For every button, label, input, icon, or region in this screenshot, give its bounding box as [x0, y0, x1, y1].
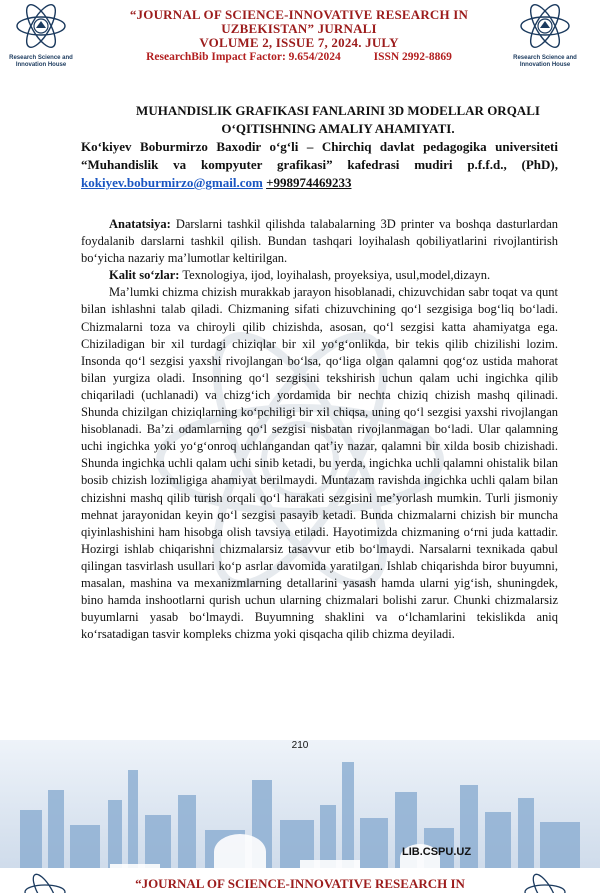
author-phone: +998974469233 — [266, 175, 352, 190]
keywords-label: Kalit so‘zlar: — [109, 268, 180, 283]
atom-emblem-icon — [20, 872, 70, 893]
abstract-text: Darslarni tashkil qilishda talabalarning 3D printer va boshqa dasturlardan foydalanib darslarni tashkil qilish. Bundan tashqari loyihalash qobiliyatlarini rivojlantirish bo‘yicha nazariy ma’lumotlar keltirilgan. — [81, 217, 558, 266]
author-email-link[interactable]: kokiyev.boburmirzo@gmail.com — [81, 175, 263, 190]
atom-emblem-icon — [12, 2, 70, 54]
next-page-journal-name: “JOURNAL OF SCIENCE-INNOVATIVE RESEARCH IN — [135, 876, 465, 891]
abstract-paragraph — [81, 216, 558, 267]
journal-name-line1: “JOURNAL OF SCIENCE-INNOVATIVE RESEARCH IN — [129, 7, 469, 22]
author-info — [81, 138, 558, 192]
keywords-paragraph — [81, 267, 558, 284]
site-label: LIB.CSPU.UZ — [402, 846, 472, 858]
journal-logo-right: Research Science and Innovation House — [512, 2, 578, 74]
issn: ISSN 2992-8869 — [373, 51, 452, 63]
article-title: MUHANDISLIK GRAFIKASI FANLARINI 3D MODELLAR ORQALI O‘QITISHNING AMALIY AHAMIYATI. — [136, 103, 540, 136]
journal-logo-left: Research Science and Innovation House — [8, 2, 74, 74]
journal-meta — [90, 50, 508, 64]
keywords-text: Texnologiya, ijod, loyihalash, proyeksiya, usul,model,dizayn. — [182, 268, 491, 283]
author-affiliation: Ko‘kiyev Boburmirzo Baxodir o‘g‘li – Chirchiq davlat pedagogika universiteti “Muhandislik va kompyuter grafikasi” kafedrasi mudiri p.f.f.d., (PhD), — [81, 139, 558, 172]
journal-header — [0, 0, 600, 84]
impact-factor: ResearchBib Impact Factor: 9.654/2024 — [146, 51, 341, 63]
article-body — [81, 216, 558, 643]
journal-volume: VOLUME 2, ISSUE 7, 2024. JULY — [199, 35, 399, 50]
journal-name-line2: UZBEKISTAN” JURNALI — [221, 21, 377, 36]
atom-emblem-icon — [520, 872, 570, 893]
atom-emblem-icon — [516, 2, 574, 54]
page-number: 210 — [291, 740, 309, 751]
body-paragraph: Ma’lumki chizma chizish murakkab jarayon hisoblanadi, chizuvchidan sabr toqat va qunt bilan ishlashni talab qiladi. Chizmaning sifati chizuvchining qo‘l sezgisiga bog‘liq bo‘ladi. Chizmalarni toza va chiroyli qilib chizishda, asosan, qo‘l sezgisi katta ahamiyatga ega. Chiziladigan bir xil turdagi chiziqlar bir xil yo‘g‘onlikda, bir tekis qilib chizilishi lozim. Insonda qo‘l sezgisi yaxshi rivojlangan bo‘lsa, qo‘liga olgan qalamni qog‘oz ustida mahorat bilan yurgiza oladi. Insonning qo‘l sezgisini tekshirish uchun qalam uchi ingichka qilib chiqariladi (uchlanadi) va chizg‘ich yordamida bir nechta chiziq chizish mashq qilinadi. Shunda chizilgan chiziqlarning ko‘pchiligi bir xil chiqsa, uning qo‘l sezgisi yaxshi rivojlangan hisoblanadi. Ba’zi odamlarning qo‘l sezgisi nisbatan rivojlanmagan bo‘ladi. Ular qalamning uchi ingichka yoki yo‘g‘onroq uchlangandan qat’iy nazar, qalamni bir xilda bosib chizishadi. Shunda ingichka uchli qalam uchi sinib ketadi, bu yerda, ingichka uchli qalamni ohistalik bilan bosib chizish lozimligiga ahamiyat berilmaydi. Muntazam ravishda ingichka uchli qalam bilan chizishni mashq qilib turish orqali qo‘l harakati sezgisini me’yorlash mumkin. Turli jismoniy mehnat jarayonidan keyin qo‘l sezgisi pasayib ketadi. Bunda chizmalarni chizish bir muncha qiyinlashishini ham hisobga olish tavsiya etiladi. Hayotimizda chizmaning o‘rni juda kattadir. Hozirgi ishlab chiqarishni chizmalarsiz tasavvur etib bo‘lmaydi. Narsalarni texnikada qabul qilingan tasvirlash usullari ko‘p asrlar davomida yaratilgan. Ishlab chiqarishda biror buyumni, masalan, mashina va mexanizmlarning detallarini yasash hamda ularni yig‘ish, shuningdek, bino hamda inshootlarni qurish uchun ularning chizmalari bolishi zarur. Chunki chizmalarsiz buyumlarni yasab bo‘lmaydi. Buyumning shaklini va o‘lchamlarini tekislikda aniq ko‘rsatadigan tasvir kompleks chizma yoki qisqacha qilib chizma deyiladi. — [81, 285, 558, 642]
journal-masthead — [90, 8, 508, 64]
next-page-header — [0, 868, 600, 893]
abstract-label: Anatatsiya: — [109, 217, 171, 231]
